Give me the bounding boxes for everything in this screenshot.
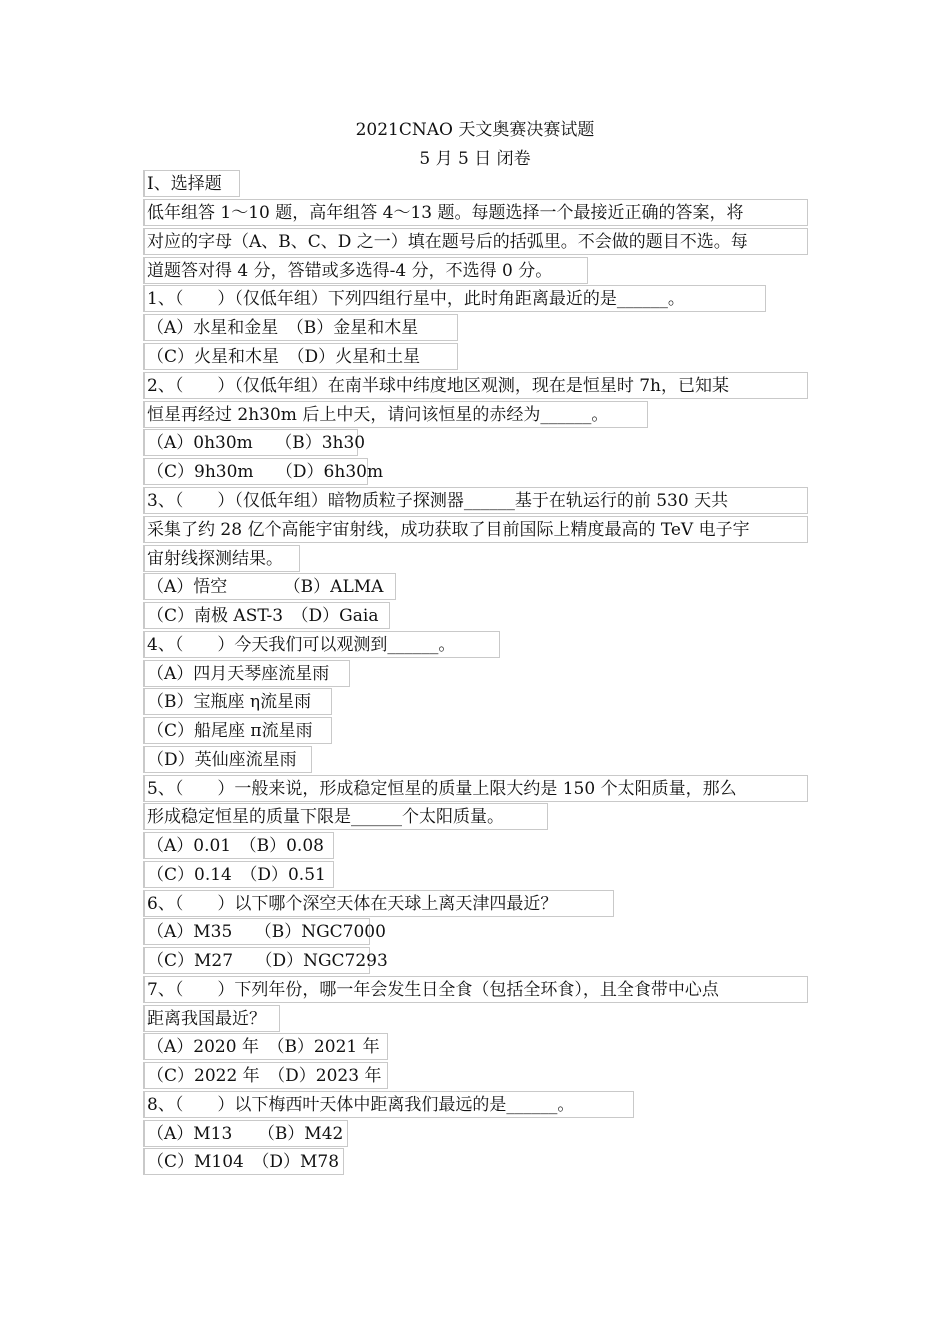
question-stem: 形成稳定恒星的质量下限是______个太阳质量。 (143, 803, 548, 830)
option-line: （A）0.01 （B）0.08 (143, 832, 334, 859)
option-line: （A）M35 （B）NGC7000 (143, 918, 370, 945)
option-line: （A）四月天琴座流星雨 (143, 660, 350, 687)
question-stem: 2、（ ）（仅低年组）在南半球中纬度地区观测，现在是恒星时 7h，已知某 (143, 372, 808, 399)
question-stem: 宙射线探测结果。 (143, 545, 300, 572)
question-stem: 7、（ ）下列年份，哪一年会发生日全食（包括全环食），且全食带中心点 (143, 976, 808, 1003)
question-stem: 8、（ ）以下梅西叶天体中距离我们最远的是______。 (143, 1091, 634, 1118)
option-line: （C）M104 （D）M78 (143, 1148, 344, 1175)
page-title: 2021CNAO 天文奥赛决赛试题 (355, 120, 595, 140)
option-line: （A）悟空 （B）ALMA (143, 573, 396, 600)
question-stem: 恒星再经过 2h30m 后上中天，请问该恒星的赤经为______。 (143, 401, 648, 428)
page-subtitle: 5 月 5 日 闭卷 (419, 149, 531, 169)
option-line: （C）船尾座 π流星雨 (143, 717, 332, 744)
question-stem: 1、（ ）（仅低年组）下列四组行星中，此时角距离最近的是______。 (143, 285, 766, 312)
question-stem: 3、（ ）（仅低年组）暗物质粒子探测器______基于在轨运行的前 530 天共 (143, 487, 808, 514)
question-stem: 4、（ ）今天我们可以观测到______。 (143, 631, 500, 658)
option-line: （C）火星和木星 （D）火星和土星 (143, 343, 458, 370)
question-stem: 5、（ ）一般来说，形成稳定恒星的质量上限大约是 150 个太阳质量，那么 (143, 775, 808, 802)
option-line: （A）M13 （B）M42 (143, 1120, 348, 1147)
option-line: （C）2022 年 （D）2023 年 (143, 1062, 388, 1089)
instructions-line: 低年组答 1～10 题，高年组答 4～13 题。每题选择一个最接近正确的答案，将 (143, 199, 808, 226)
instructions-line: 道题答对得 4 分，答错或多选得-4 分，不选得 0 分。 (143, 257, 588, 284)
instructions-line: 对应的字母（A、B、C、D 之一）填在题号后的括弧里。不会做的题目不选。每 (143, 228, 808, 255)
option-line: （D）英仙座流星雨 (143, 746, 312, 773)
option-line: （A）0h30m （B）3h30 (143, 429, 358, 456)
question-stem: 距离我国最近？ (143, 1005, 280, 1032)
option-line: （C）0.14 （D）0.51 (143, 861, 334, 888)
option-line: （C）M27 （D）NGC7293 (143, 947, 370, 974)
option-line: （A）水星和金星 （B）金星和木星 (143, 314, 458, 341)
option-line: （A）2020 年 （B）2021 年 (143, 1033, 388, 1060)
question-stem: 6、（ ）以下哪个深空天体在天球上离天津四最近？ (143, 890, 614, 917)
question-stem: 采集了约 28 亿个高能宇宙射线，成功获取了目前国际上精度最高的 TeV 电子宇 (143, 516, 808, 543)
option-line: （C）南极 AST-3 （D）Gaia (143, 602, 390, 629)
section-heading: Ⅰ、选择题 (143, 170, 240, 197)
option-line: （C）9h30m （D）6h30m (143, 458, 368, 485)
option-line: （B）宝瓶座 η流星雨 (143, 688, 332, 715)
